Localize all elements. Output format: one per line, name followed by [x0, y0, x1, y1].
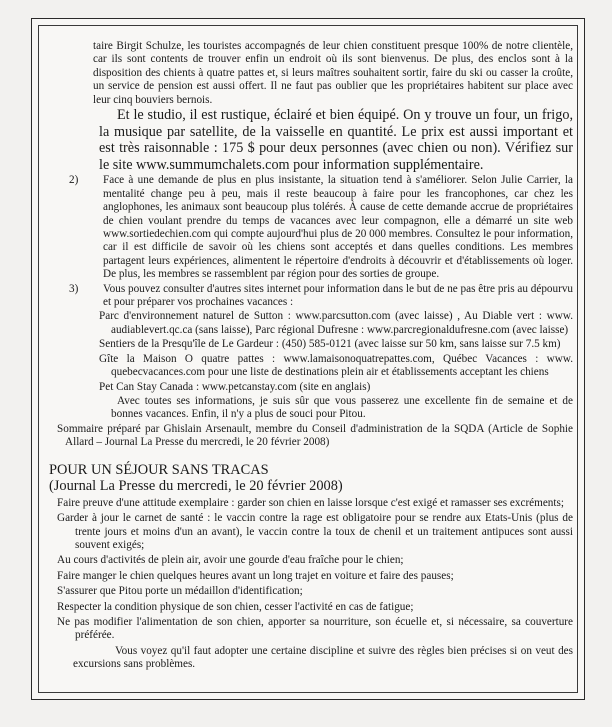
closing-paragraph: Vous voyez qu'il faut adopter une certaine discipline et suivre des règles bien précises si on veut des excursions sans problèmes.	[73, 644, 573, 671]
conclusion-paragraph: Avec toutes ses informations, je suis sûr que vous passerez une excellente fin de semaine et de bonnes vacances. Enfin, il n'y a plus de souci pour Pitou.	[111, 394, 573, 421]
rule-item: Au cours d'activités de plein air, avoir une gourde d'eau fraîche pour le chien;	[57, 554, 404, 567]
site-list-entry: Sentiers de la Presqu'île de Le Gardeur : (450) 585-0121 (avec laisse sur 50 km, sans laisse sur 7.5 km)	[99, 338, 561, 351]
list-item-2	[47, 174, 573, 281]
section-source: (Journal La Presse du mercredi, le 20 février 2008)	[49, 478, 343, 495]
page-inner-frame	[38, 25, 578, 693]
rule-item: Ne pas modifier l'alimentation de son chien, apporter sa nourriture, son écuelle et, si nécessaire, sa couverture préférée.	[57, 615, 573, 642]
summary-credit: Sommaire préparé par Ghislain Arsenault, membre du Conseil d'administration de la SQDA (Article de Sophie Allard – Journal La Presse du mercredi, le 20 février 2008)	[57, 422, 573, 449]
list-item-text: Vous pouvez consulter d'autres sites internet pour information dans le but de ne pas être pris au dépourvu et pour préparer vos prochaines vacances :	[103, 282, 574, 309]
list-item-text: Face à une demande de plus en plus insistante, la situation tend à s'améliorer. Selon Julie Carrier, la mentalité change peu à peu, mais il reste beaucoup à faire pour les francophones, car chez les anglophones, les animaux sont beaucoup plus tolérés. À cause de cette demande accrue de propriétaires de chien voulant prendre du temps de vacances avec leur compagnon, elle a démarré un site web www.sortiedechien.com qui compte aujourd'hui plus de 20 000 membres. Consultez le pour information, car il est difficile de savoir où les chiens sont acceptés et dans quelles conditions. Les membres partagent leurs expériences, alimentent le répertoire d'endroits à découvrir et d'établissements où loger. De plus, les membres se rassemblent par région pour des sorties de groupe.	[103, 174, 573, 281]
rule-item: Faire preuve d'une attitude exemplaire : garder son chien en laisse lorsque c'est exigé et ramasser ses excréments;	[57, 496, 564, 509]
site-list-entry: Pet Can Stay Canada : www.petcanstay.com (site en anglais)	[99, 380, 371, 393]
article-body	[47, 40, 573, 672]
list-item-3	[47, 283, 573, 310]
schulze-paragraph: taire Birgit Schulze, les touristes accompagnés de leur chien constituent presque 100% de notre clientèle, car ils sont contents de trouver enfin un endroit où ils sont bienvenus. De plus, des enclos sont à la disposition des chients à quatre pattes et, si leurs maîtres souhaitent sortir, faire du ski ou casser la croûte, un service de pension est aussi offert. Il ne faut pas oublier que les propriétaires habitent sur place avec leur cinq bouviers bernois.	[93, 40, 573, 106]
section-heading: POUR UN SÉJOUR SANS TRACAS	[49, 461, 269, 478]
site-list-entry: Gîte la Maison O quatre pattes : www.lamaisonoquatrepattes.com, Québec Vacances : www. quebecvacances.com pour une liste de destinations plein air et établissements acceptant les chiens	[99, 352, 573, 379]
rule-item: S'assurer que Pitou porte un médaillon d'identification;	[57, 585, 303, 598]
studio-paragraph: Et le studio, il est rustique, éclairé et bien équipé. On y trouve un four, un frigo, la musique par satellite, de la vaisselle en quantité. Le prix est aussi important et est très raisonnable : 175 $ pour deux personnes (avec chien ou non). Vérifiez sur le site www.summumchalets.com pour information supplémentaire.	[99, 107, 573, 173]
rule-item: Faire manger le chien quelques heures avant un long trajet en voiture et faire des pauses;	[57, 569, 454, 582]
page-frame	[31, 18, 585, 700]
rule-item: Garder à jour le carnet de santé : le vaccin contre la rage est obligatoire pour se rendre aux Etats-Unis (plus de trente jours et moins d'un an avant), le vaccin contre la toux de chenil et un traitement antipuces sont aussi souvent exigés;	[57, 512, 573, 551]
rule-item: Respecter la condition physique de son chien, cesser l'activité en cas de fatigue;	[57, 600, 414, 613]
list-number: 2)	[69, 174, 79, 187]
list-number: 3)	[69, 282, 79, 295]
site-list-entry: Parc d'environnement naturel de Sutton : www.parcsutton.com (avec laisse) , Au Diable vert : www. audiablevert.qc.ca (sans laisse), Parc régional Dufresne : www.parcregionaldufresne.com (avec laisse)	[99, 310, 573, 336]
